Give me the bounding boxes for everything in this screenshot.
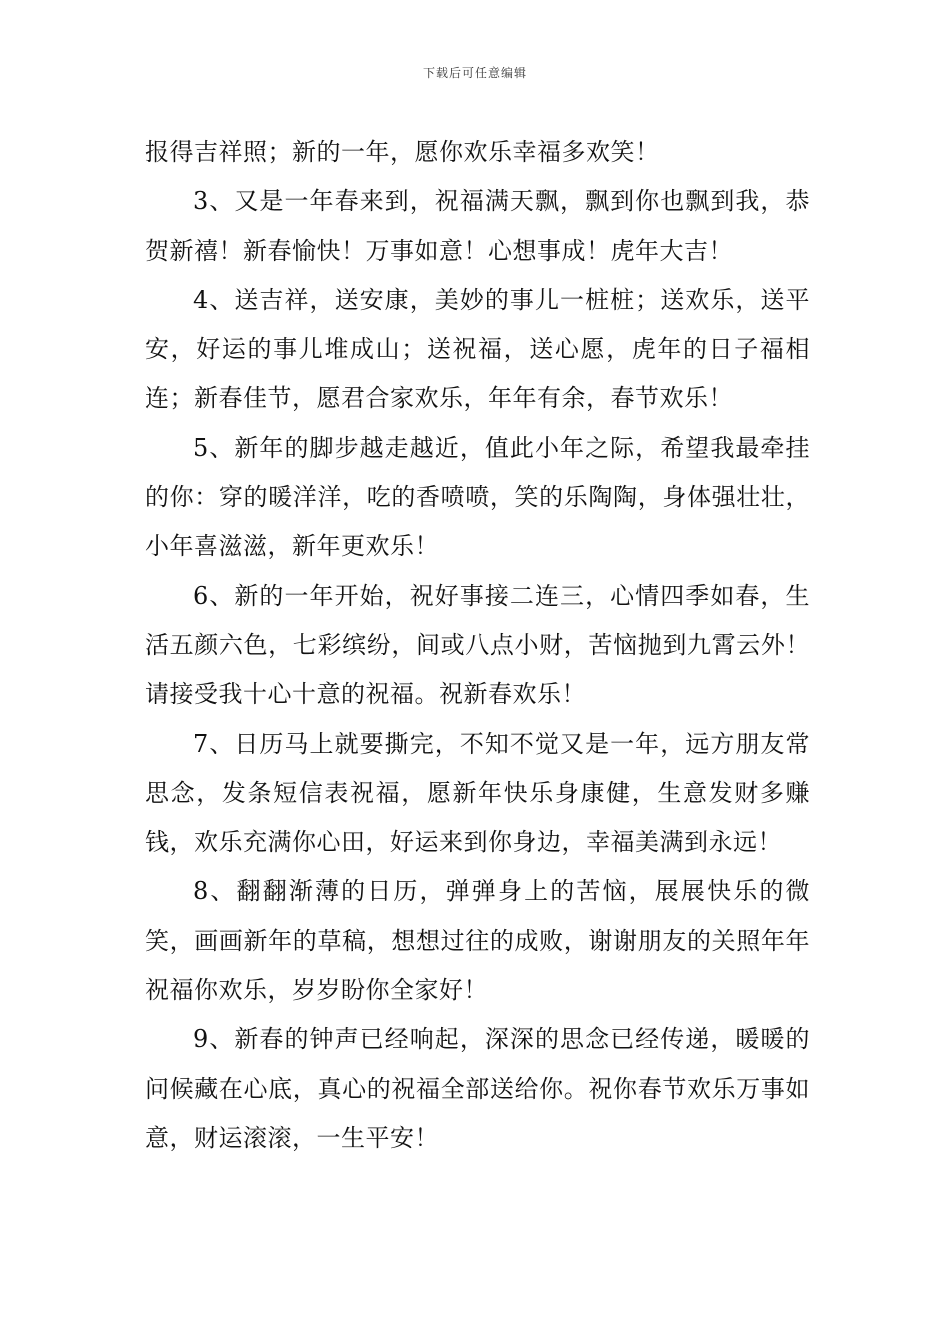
page-header: 下载后可任意编辑	[422, 66, 527, 80]
paragraph-item-5: 5、新年的脚步越走越近，值此小年之际，希望我最牵挂的你：穿的暖洋洋，吃的香喷喷，笑的乐陶陶，身体强壮壮，小年喜滋滋，新年更欢乐！	[145, 433, 810, 561]
paragraph-item-6: 6、新的一年开始，祝好事接二连三，心情四季如春，生活五颜六色，七彩缤纷，间或八点小财，苦恼抛到九霄云外！请接受我十心十意的祝福。祝新春欢乐！	[145, 581, 810, 709]
document-body	[145, 128, 810, 1163]
paragraph-item-7: 7、日历马上就要撕完，不知不觉又是一年，远方朋友常思念，发条短信表祝福，愿新年快乐身康健，生意发财多赚钱，欢乐充满你心田，好运来到你身边，幸福美满到永远！	[145, 729, 810, 857]
paragraph-continuation: 报得吉祥照；新的一年，愿你欢乐幸福多欢笑！	[145, 138, 660, 166]
paragraph-item-8: 8、翻翻渐薄的日历，弹弹身上的苦恼，展展快乐的微笑，画画新年的草稿，想想过往的成败，谢谢朋友的关照年年祝福你欢乐，岁岁盼你全家好！	[145, 877, 810, 1005]
paragraph-item-3: 3、又是一年春来到，祝福满天飘，飘到你也飘到我，恭贺新禧！新春愉快！万事如意！心想事成！虎年大吉！	[145, 187, 810, 265]
paragraph-item-9: 9、新春的钟声已经响起，深深的思念已经传递，暖暖的问候藏在心底，真心的祝福全部送给你。祝你春节欢乐万事如意，财运滚滚，一生平安！	[145, 1025, 810, 1152]
paragraph-item-4: 4、送吉祥，送安康，美妙的事儿一桩桩；送欢乐，送平安，好运的事儿堆成山；送祝福，送心愿，虎年的日子福相连；新春佳节，愿君合家欢乐，年年有余，春节欢乐！	[145, 285, 810, 413]
